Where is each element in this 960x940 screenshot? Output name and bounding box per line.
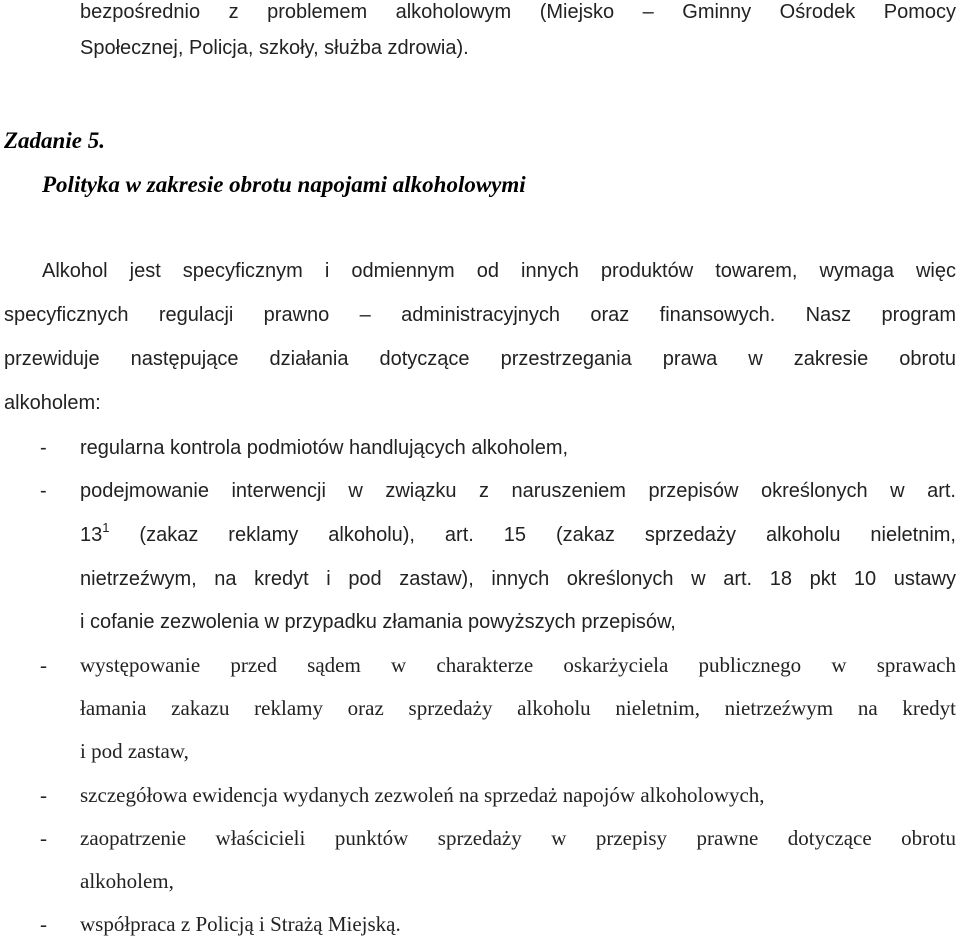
- list-item-2-line-3: nietrzeźwym, na kredyt i pod zastaw), innych określonych w art. 18 pkt 10 ustawy: [80, 568, 956, 590]
- paragraph-line-2: specyficznych regulacji prawno – administracyjnych oraz finansowych. Nasz program: [4, 304, 956, 326]
- list-item-4-line-1: szczegółowa ewidencja wydanych zezwoleń na sprzedaż napojów alkoholowych,: [80, 783, 765, 807]
- list-dash-5: -: [40, 826, 47, 850]
- list-item-2-line-2-rest: (zakaz reklamy alkoholu), art. 15 (zakaz sprzedaży alkoholu nieletnim,: [109, 524, 956, 546]
- list-item-1-line-1: regularna kontrola podmiotów handlujących alkoholem,: [80, 437, 569, 459]
- task-label: Zadanie 5.: [4, 128, 105, 153]
- article-number: 13: [80, 524, 103, 546]
- list-dash-1: -: [40, 437, 47, 459]
- article-superscript: 1: [102, 520, 110, 535]
- list-item-3-line-1: występowanie przed sądem w charakterze oskarżyciela publicznego w sprawach: [80, 653, 956, 677]
- paragraph-line-1: Alkohol jest specyficznym i odmiennym od innych produktów towarem, wymaga więc: [42, 260, 956, 282]
- list-item-2-line-4: i cofanie zezwolenia w przypadku złamania powyższych przepisów,: [80, 611, 676, 633]
- list-dash-4: -: [40, 783, 47, 807]
- paragraph-line-3: przewiduje następujące działania dotyczące przestrzegania prawa w zakresie obrotu: [4, 348, 956, 370]
- task-title: Polityka w zakresie obrotu napojami alkoholowymi: [42, 172, 526, 197]
- list-dash-3: -: [40, 653, 47, 677]
- list-dash-6: -: [40, 912, 47, 936]
- list-item-6-line-1: współpraca z Policją i Strażą Miejską.: [80, 912, 401, 936]
- intro-line-2: Społecznej, Policja, szkoły, służba zdrowia).: [80, 37, 469, 59]
- list-item-5-line-2: alkoholem,: [80, 869, 174, 893]
- list-item-3-line-2: łamania zakazu reklamy oraz sprzedaży alkoholu nieletnim, nietrzeźwym na kredyt: [80, 696, 956, 720]
- list-dash-2: -: [40, 480, 47, 502]
- intro-line-1: bezpośrednio z problemem alkoholowym (Miejsko – Gminny Ośrodek Pomocy: [80, 1, 956, 23]
- list-item-3-line-3: i pod zastaw,: [80, 739, 189, 763]
- list-item-2-line-1: podejmowanie interwencji w związku z naruszeniem przepisów określonych w art.: [80, 480, 956, 502]
- list-item-5-line-1: zaopatrzenie właścicieli punktów sprzedaży w przepisy prawne dotyczące obrotu: [80, 826, 956, 850]
- list-item-2-line-2: [80, 520, 956, 547]
- paragraph-line-4: alkoholem:: [4, 392, 101, 414]
